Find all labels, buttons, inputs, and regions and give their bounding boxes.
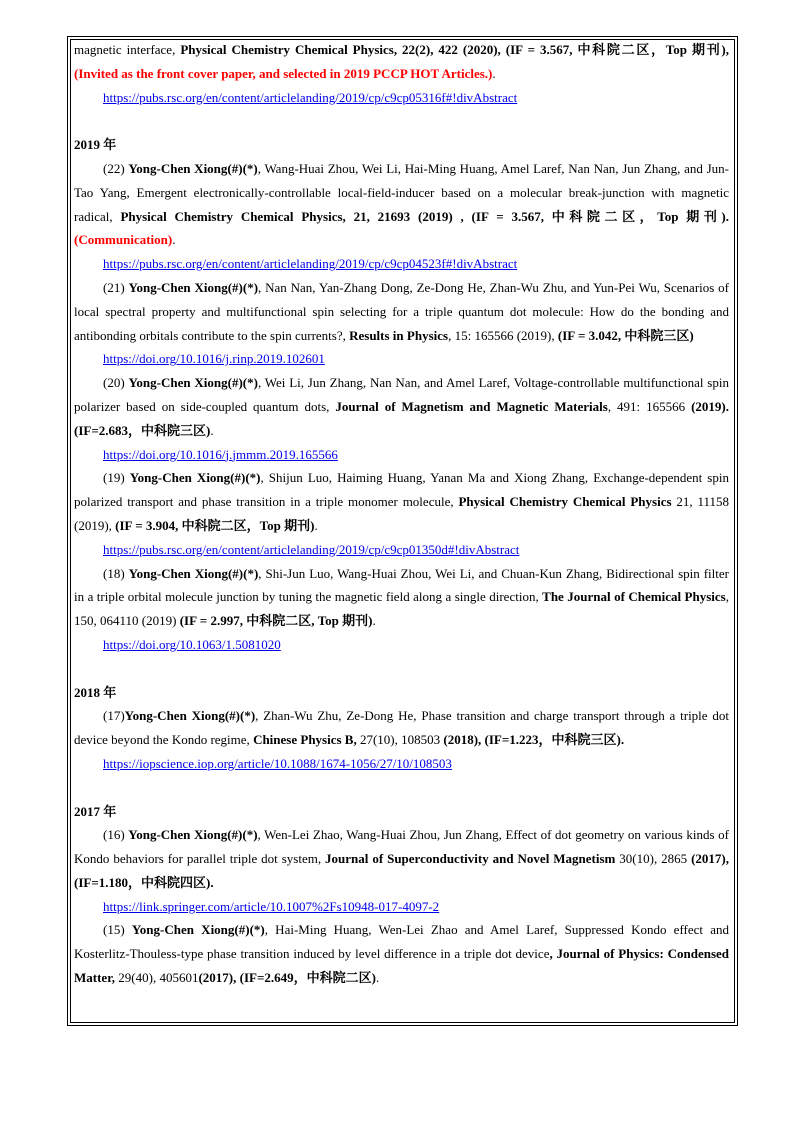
- publication-entry-20: [74, 371, 729, 442]
- journal-name: , Journal of Physics: Condensed Matter,: [74, 946, 729, 986]
- article-link[interactable]: https://doi.org/10.1063/1.5081020: [103, 636, 281, 652]
- entry-end: .: [314, 517, 318, 533]
- author-highlight: Yong-Chen Xiong(#)(*): [128, 279, 259, 295]
- publication-entry-23: [74, 38, 729, 86]
- entry-text: , Shijun Luo, Haiming Huang, Yanan Ma and Xiong Zhang, Exchange-dependent spin polarized transport and phase transition in a triple monomer molecule,: [74, 470, 729, 510]
- spacer: [74, 776, 729, 800]
- entry-text: , Wen-Lei Zhao, Wang-Huai Zhou, Jun Zhang, Effect of dot geometry on various kinds of Kondo behaviors for parallel triple dot system,: [74, 827, 729, 867]
- article-link[interactable]: https://pubs.rsc.org/en/content/articlelanding/2019/cp/c9cp01350d#!divAbstract: [103, 541, 520, 557]
- entry-text: , Shi-Jun Luo, Wang-Huai Zhou, Wei Li, and Chuan-Kun Zhang, Bidirectional spin filter in a triple orbital molecule junction by tuning the magnetic field along a single direction,: [74, 565, 729, 605]
- entry-number: (22): [103, 160, 129, 176]
- entry-text: magnetic interface,: [74, 42, 181, 57]
- citation-details: 21, 11158 (2019),: [74, 494, 730, 533]
- year-heading-2019: 2019 年: [74, 137, 117, 153]
- journal-name: Physical Chemistry Chemical Physics, 22(2), 422 (2020), (IF = 3.567, 中科院二区，Top 期刊),: [180, 42, 730, 57]
- citation-details: , 150, 064110 (2019): [74, 589, 729, 629]
- entry-number: (20): [103, 375, 129, 391]
- article-link[interactable]: https://iopscience.iop.org/article/10.1088/1674-1056/27/10/108503: [103, 755, 452, 771]
- impact-factor: (IF = 2.997, 中科院二区, Top 期刊): [179, 613, 373, 629]
- entry-number: (17): [103, 708, 125, 724]
- spacer: [74, 109, 729, 133]
- author-highlight: Yong-Chen Xiong(#)(*): [128, 827, 258, 843]
- impact-factor: (2017), (IF=1.180，中科院四区).: [74, 851, 729, 890]
- entry-end: .: [372, 613, 376, 629]
- publication-entry-16: [74, 823, 729, 894]
- publication-entry-19: [74, 466, 729, 537]
- article-link[interactable]: https://doi.org/10.1016/j.jmmm.2019.165566: [103, 446, 338, 462]
- highlight-note: (Communication): [74, 232, 173, 248]
- citation-details: , 15: 165566 (2019),: [448, 327, 558, 343]
- author-highlight: Yong-Chen Xiong(#)(*): [124, 708, 256, 724]
- impact-factor: (2017), (IF=2.649，中科院二区): [198, 970, 376, 986]
- impact-factor: (2018), (IF=1.223，中科院三区).: [443, 732, 625, 748]
- entry-number: (21): [103, 279, 129, 295]
- entry-number: (19): [103, 470, 130, 486]
- entry-text: , Nan Nan, Yan-Zhang Dong, Ze-Dong He, Zhan-Wu Zhu, and Yun-Pei Wu, Scenarios of local spectral property and multifunctional spin selecting for a triple quantum dot molecule: How do the bonding and antibonding orbitals contribute to the spin currents?,: [74, 279, 729, 343]
- publication-entry-22: [74, 157, 729, 252]
- journal-name: Journal of Superconductivity and Novel Magnetism: [325, 851, 616, 867]
- publication-list: [74, 38, 729, 990]
- publication-entry-21: [74, 276, 729, 347]
- entry-end: .: [172, 232, 176, 248]
- highlight-note: (Invited as the front cover paper, and selected in 2019 PCCP HOT Articles.): [74, 65, 493, 81]
- impact-factor: (2019). (IF=2.683，中科院三区): [74, 398, 729, 438]
- article-link[interactable]: https://pubs.rsc.org/en/content/articlelanding/2019/cp/c9cp05316f#!divAbstract: [103, 89, 518, 105]
- entry-number: (15): [103, 922, 132, 938]
- journal-name: Journal of Magnetism and Magnetic Materials: [335, 398, 608, 414]
- impact-factor: (IF = 3.904, 中科院二区，Top 期刊): [115, 517, 315, 533]
- author-highlight: Yong-Chen Xiong(#)(*): [128, 375, 258, 391]
- citation-details: 30(10), 2865: [615, 851, 692, 867]
- entry-text: , Zhan-Wu Zhu, Ze-Dong He, Phase transition and charge transport through a triple dot device beyond the Kondo regime,: [74, 708, 729, 748]
- year-heading-2018: 2018 年: [74, 684, 117, 700]
- spacer: [74, 657, 729, 681]
- journal-name: The Journal of Chemical Physics: [542, 589, 726, 605]
- article-link[interactable]: https://pubs.rsc.org/en/content/articlelanding/2019/cp/c9cp04523f#!divAbstract: [103, 256, 518, 272]
- entry-text: , Hai-Ming Huang, Wen-Lei Zhao and Amel Laref, Suppressed Kondo effect and Kosterlitz-Thouless-type phase transition induced by level difference in a triple dot device: [74, 922, 729, 962]
- author-highlight: Yong-Chen Xiong(#)(*): [131, 922, 265, 938]
- journal-name: Physical Chemistry Chemical Physics, 21, 21693 (2019) , (IF = 3.567, 中科院二区，Top 期刊).: [120, 208, 729, 224]
- author-highlight: Yong-Chen Xiong(#)(*): [129, 470, 261, 486]
- journal-name: Results in Physics: [349, 327, 449, 343]
- year-heading-2017: 2017 年: [74, 803, 117, 819]
- article-link[interactable]: https://link.springer.com/article/10.1007%2Fs10948-017-4097-2: [103, 898, 440, 914]
- author-highlight: Yong-Chen Xiong(#)(*): [128, 160, 258, 176]
- citation-details: 29(40), 405601: [115, 970, 199, 986]
- journal-name: Chinese Physics B,: [253, 732, 357, 748]
- citation-details: , 491: 165566: [607, 398, 692, 414]
- article-link[interactable]: https://doi.org/10.1016/j.rinp.2019.102601: [103, 351, 325, 367]
- journal-name: Physical Chemistry Chemical Physics: [458, 494, 672, 510]
- entry-end: .: [210, 422, 214, 438]
- publication-entry-17: [74, 704, 729, 752]
- entry-end: .: [492, 65, 496, 81]
- impact-factor: (IF = 3.042, 中科院三区): [557, 327, 694, 343]
- citation-details: 27(10), 108503: [356, 732, 444, 748]
- entry-text: , Wang-Huai Zhou, Wei Li, Hai-Ming Huang, Amel Laref, Nan Nan, Jun Zhang, and Jun-Tao Yang, Emergent electronically-controllable local-field-inducer based on a molecular break-junction with magnetic radical,: [74, 160, 729, 224]
- entry-end: .: [375, 970, 380, 986]
- publication-entry-18: [74, 562, 729, 633]
- entry-number: (16): [103, 827, 129, 843]
- author-highlight: Yong-Chen Xiong(#)(*): [128, 565, 259, 581]
- entry-number: (18): [103, 565, 129, 581]
- publication-entry-15: [74, 918, 729, 989]
- entry-text: , Wei Li, Jun Zhang, Nan Nan, and Amel Laref, Voltage-controllable multifunctional spin polarizer based on side-coupled quantum dots,: [74, 375, 729, 414]
